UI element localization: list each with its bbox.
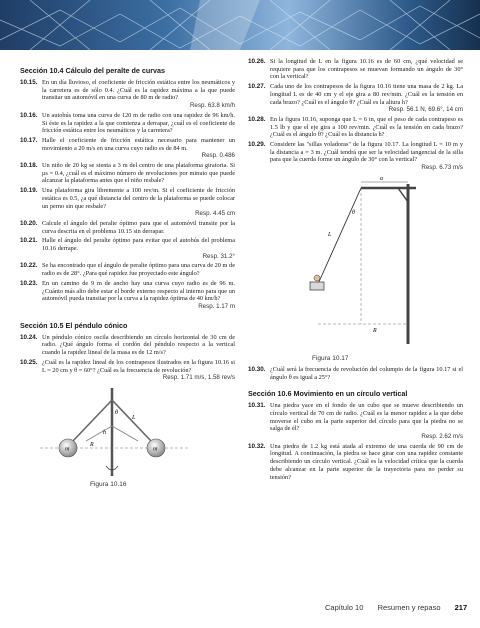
problem-text-block [270, 141, 463, 172]
problem-item [248, 58, 463, 81]
right-column [248, 58, 463, 483]
problem-number: 10.17. [20, 136, 38, 144]
problem-text: Se ha encontrado que el ángulo de peralte óptimo para una curva de 20 m de radio es de 28°. ¿Para qué rapidez fue proyectado este ángulo? [42, 262, 235, 278]
problem-item [20, 262, 235, 277]
problem-number: 10.26. [248, 58, 266, 65]
problem-number: 10.21. [20, 237, 38, 245]
section-heading-10-5: Sección 10.5 El péndulo cónico [20, 320, 128, 330]
problem-text-block [270, 443, 463, 482]
problem-item [248, 443, 463, 482]
problem-text: Un péndulo cónico oscila describiendo un círculo horizontal de 30 cm de radio. ¿Qué ángulo forma el cordón del péndulo respecto a la vertical cuando la rapidez lineal de la masa es de 12 m/s? [42, 333, 235, 357]
problem-answer: Resp. 1.71 m/s, 1.58 rev/s [162, 374, 235, 382]
problem-answer: Resp. 0.486 [201, 152, 235, 160]
label-L: L [132, 414, 136, 421]
label-theta: θ [352, 209, 355, 216]
right-arm [112, 400, 152, 442]
problem-item [248, 83, 463, 114]
label-R: R [90, 441, 94, 448]
label-R: R [373, 327, 377, 334]
figure-10-17-caption: Figura 10.17 [312, 354, 349, 362]
label-theta: θ [115, 409, 118, 416]
chair [310, 282, 324, 290]
problem-item [248, 141, 463, 172]
label-h: h [103, 429, 106, 436]
figure-10-16 [20, 386, 235, 491]
left-column [20, 58, 235, 491]
label-m-right: m [153, 446, 158, 453]
problem-text: ¿Cuál es la rapidez lineal de los contrapesos ilustrados en la figura 10.16 si L = 20 cm y θ = 60°? ¿Cuál es la frecuencia de revolución? [42, 358, 235, 374]
rope [318, 188, 361, 284]
problem-text-block [270, 58, 463, 81]
problem-item [20, 137, 235, 160]
problem-item [20, 237, 235, 260]
problem-number: 10.29. [248, 141, 266, 149]
problem-answer: Resp. 1.17 m [198, 302, 235, 310]
problem-text: Un niño de 20 kg se sienta a 3 m del centro de una plataforma giratoria. Si μs = 0.4, ¿cuál es el máximo número de revoluciones por minuto que puede alcanzar la plataforma antes que el niño resbale? [42, 162, 235, 185]
problem-item [20, 79, 235, 110]
problem-text: Considere las "sillas voladoras" de la figura 10.17. La longitud L = 10 m y la distancia a = 3 m. ¿Cuál tendrá que ser la velocidad tangencial de la silla para que la cuerda forme un ángulo de 30° con la vertical? [270, 141, 463, 164]
problem-text-block [42, 237, 235, 260]
label-m-left: m [65, 446, 70, 453]
banner-pattern [0, 0, 480, 50]
problem-item [20, 112, 235, 135]
problem-number: 10.32. [248, 442, 266, 450]
problem-text-block [270, 116, 463, 139]
section-heading-10-4: Sección 10.4 Cálculo del peralte de curvas [20, 66, 166, 75]
problem-text: ¿Cuál será la frecuencia de revolución del columpio de la figura 10.17 si el ángulo θ es igual a 25°? [270, 365, 463, 381]
problem-text: Halle el ángulo del peralte óptimo para evitar que el autobús del problema 10.16 derrape. [42, 237, 235, 253]
footer-title: Resumen y repaso [377, 603, 441, 612]
problem-number: 10.22. [20, 262, 38, 270]
problem-text: Una piedra yace en el fondo de un cubo que se mueve describiendo un círculo vertical de 70 cm de radio. ¿Cuál es la menor rapidez a la que debe moverse el cubo en la parte superior del círculo para que la piedra no se salga de él? [270, 402, 463, 433]
problem-number: 10.19. [20, 187, 38, 195]
problem-text-block [42, 262, 235, 277]
problem-item [20, 187, 235, 218]
problem-number: 10.15. [20, 79, 38, 86]
problem-item [20, 220, 235, 235]
problem-text-block [42, 79, 235, 110]
problem-text: Calcule el ángulo del peralte óptimo para que el automóvil transite por la curva descrita en el problema 10.15 sin derrapar. [42, 219, 235, 235]
problem-number: 10.20. [20, 219, 38, 227]
figure-10-16-caption: Figura 10.16 [90, 480, 127, 488]
governor-diagram [20, 386, 235, 481]
problem-text-block [42, 162, 235, 185]
problem-answer: Resp. 63.8 km/h [189, 102, 235, 110]
problem-text-block [270, 83, 463, 114]
figure-10-17 [248, 174, 463, 366]
section-heading-10-6: Sección 10.6 Movimiento en un círculo vertical [248, 389, 408, 399]
problem-number: 10.27. [248, 83, 266, 91]
problem-answer: Resp. 6.73 m/s [421, 164, 463, 172]
problem-text: En un camino de 9 m de ancho hay una curva cuyo radio es de 96 m. ¿Cuánto más alto debe estar el borde externo respecto al interno para que un automóvil pueda transitar por la curva a la rapidez óptima de 40 km/h? [42, 279, 235, 303]
label-L: L [328, 231, 332, 238]
problem-text-block [42, 112, 235, 135]
problem-text: Una plataforma gira libremente a 100 rev/m. Si el coeficiente de fricción estática es 0.5, ¿a qué distancia del centro de la plataforma se puede colocar un perno sin que resbale? [42, 187, 235, 210]
page-footer [325, 603, 467, 612]
problem-text: En la figura 10.16, suponga que L = 6 in, que el peso de cada contrapeso es 1.5 lb y que el eje gira a 100 rev/min. ¿Cuál es la tensión en cada brazo? ¿Cuál es el ángulo θ? ¿Cuál es la distancia h? [270, 115, 463, 139]
left-arm [72, 400, 112, 442]
problem-answer: Resp. 56.1 N, 69.6°, 14 cm [388, 106, 463, 114]
problem-text-block [270, 366, 463, 381]
problem-text-block [42, 359, 235, 382]
header-banner [0, 0, 480, 50]
problem-text: Halle el coeficiente de fricción estática necesario para mantener un movimiento a 20 m/s en una curva cuyo radio es de 84 m. [42, 136, 235, 152]
problem-text: Una piedra de 1.2 kg está atada al extremo de una cuerda de 90 cm de longitud. A continuación, la piedra se hace girar con una rapidez constante describiendo un círculo vertical. ¿Cuál es la velocidad crítica que la cuerda debe alcanzar en la parte superior de la trayectoria para no perder su tensión? [270, 442, 463, 481]
rider [314, 275, 320, 281]
flying-chairs-diagram [248, 174, 463, 354]
footer-chapter: Capítulo 10 [325, 603, 364, 612]
problem-item [248, 366, 463, 381]
problem-number: 10.24. [20, 333, 38, 341]
problem-item [20, 334, 235, 357]
problem-item [20, 162, 235, 185]
problem-number: 10.16. [20, 111, 38, 119]
problem-answer: Resp. 31.2° [202, 252, 235, 260]
problem-number: 10.30. [248, 365, 266, 373]
problem-text-block [42, 280, 235, 311]
problem-text-block [42, 220, 235, 235]
problem-text: Cada uno de los contrapesos de la figura 10.16 tiene una masa de 2 kg. La longitud L es de 40 cm y el eje gira a 80 rev/min. ¿Cuál es la tensión en cada brazo? ¿Cuál es el ángulo θ? ¿Cuál es la altura h? [270, 83, 463, 106]
problem-text-block [42, 334, 235, 357]
problem-number: 10.18. [20, 162, 38, 170]
problem-item [248, 116, 463, 139]
problem-item [248, 402, 463, 441]
problem-item [20, 359, 235, 382]
problem-number: 10.28. [248, 115, 266, 123]
problem-answer: Resp. 2.62 m/s [421, 433, 463, 441]
problem-text-block [42, 137, 235, 160]
problem-text: Un autobús toma una curva de 120 m de radio con una rapidez de 96 km/h. Si éste es la rapidez a la que comienza a derrapar, ¿cuál es el coeficiente de fricción estática entre los neumáticos y la carretera? [42, 111, 235, 135]
problem-text-block [270, 402, 463, 441]
problem-number: 10.31. [248, 402, 266, 410]
label-a: a [380, 175, 383, 182]
problem-number: 10.25. [20, 358, 38, 366]
problem-answer: Resp. 4.45 cm [195, 210, 235, 218]
problem-number: 10.23. [20, 279, 38, 287]
page-number: 217 [454, 603, 468, 612]
problem-item [20, 280, 235, 311]
problem-text: En un día lluvioso, el coeficiente de fricción estática entre los neumáticos y la carretera es de sólo 0.4. ¿Cuál es la rapidez máxima a la que puede transitar un automóvil en una curva de 80 m de radio? [42, 79, 235, 102]
problem-text-block [42, 187, 235, 218]
problem-text: Si la longitud de L en la figura 10.16 es de 60 cm, ¿qué velocidad se requiere para que los contrapesos se muevan formando un ángulo de 30° con la vertical? [270, 58, 463, 81]
